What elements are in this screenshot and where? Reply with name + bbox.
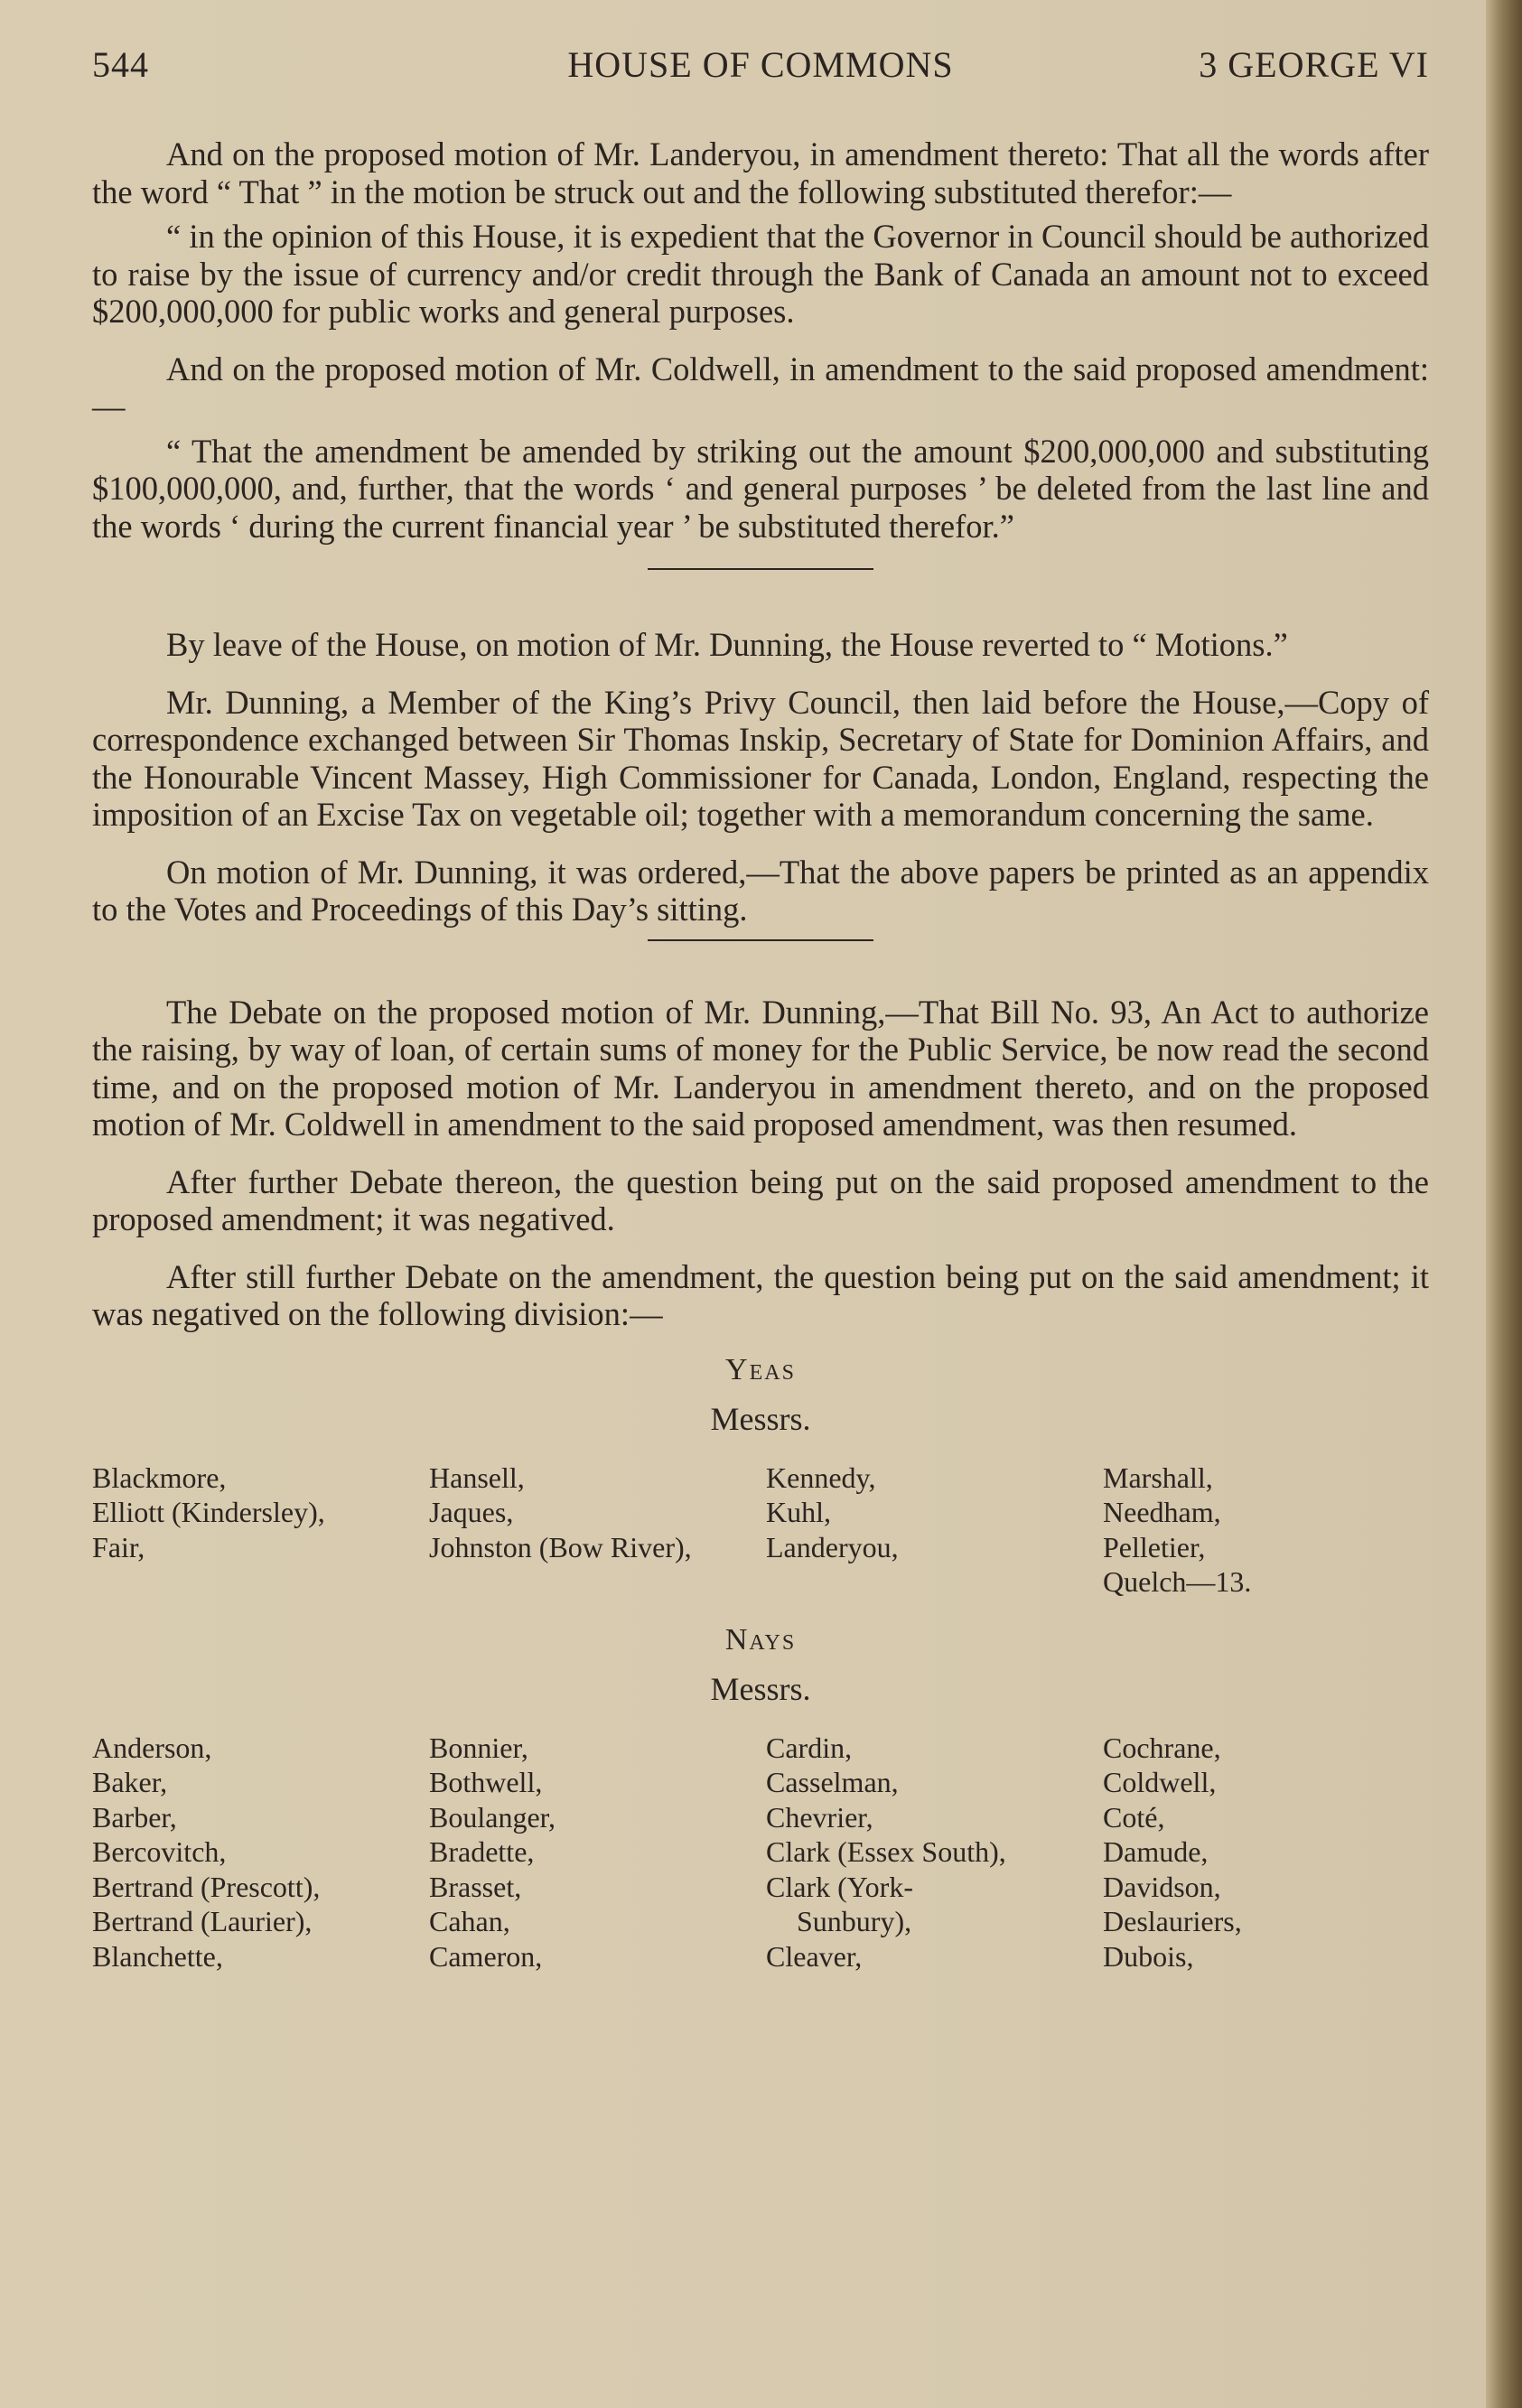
member-name: Clark (Essex South), [766,1835,1006,1868]
nays-column-1 [92,1731,429,1974]
member-name: Johnston (Bow River), [429,1530,692,1563]
member-name: Davidson, [1103,1870,1221,1903]
member-name: Marshall, [1103,1461,1213,1494]
page-body [92,135,1429,1995]
member-name: Hansell, [429,1461,525,1494]
member-name: Damude, [1103,1835,1209,1868]
member-name-continued: Sunbury), [797,1905,912,1937]
paragraph-coldwell-motion: And on the proposed motion of Mr. Coldwell, in amendment to the said proposed amendment:— [92,350,1429,425]
member-name: Kennedy, [766,1461,876,1494]
paragraph-quote-currency: “ in the opinion of this House, it is expedient that the Governor in Council should be authorized to raise by the issue of currency and/or credit through the Bank of Canada an amount not to exceed $200,000,000 for public works and general purposes. [92,218,1429,330]
member-name: Bothwell, [429,1766,543,1798]
page-number: 544 [92,44,149,85]
member-name: Elliott (Kindersley), [92,1496,325,1528]
member-name: Cahan, [429,1905,510,1937]
member-name: Cleaver, [766,1939,863,1973]
member-name: Anderson, [92,1731,212,1764]
yeas-column-3 [766,1461,1103,1600]
member-name: Bradette, [429,1835,535,1868]
nays-names [92,1731,1429,1974]
member-name: Brasset, [429,1870,522,1903]
member-name: Bonnier, [429,1731,528,1764]
member-name: Cardin, [766,1731,853,1764]
member-name: Dubois, [1103,1939,1194,1973]
member-name: Barber, [92,1800,177,1834]
member-name: Blackmore, [92,1461,227,1494]
member-name: Cochrane, [1103,1731,1221,1764]
paragraph-appendix-order: On motion of Mr. Dunning, it was ordered,—That the above papers be printed as an appendix to the Votes and Proceedings of this Day’s sitting. [92,853,1429,928]
member-name: Landeryou, [766,1530,899,1563]
nays-column-4 [1103,1731,1429,1974]
member-name: Needham, [1103,1496,1221,1528]
yeas-heading: Yeas [725,1352,796,1386]
nays-messrs: Messrs. [710,1671,811,1707]
paragraph-division: After still further Debate on the amendment, the question being put on the said amendment; it was negatived on the following division:— [92,1257,1429,1332]
header-title: HOUSE OF COMMONS [567,44,954,85]
paragraph-landeryou-motion: And on the proposed motion of Mr. Landeryou, in amendment thereto: That all the words after the word “ That ” in the motion be struck out and the following substituted therefor:— [92,135,1429,210]
member-name: Blanchette, [92,1939,223,1973]
yeas-column-2 [429,1461,766,1600]
member-name: Jaques, [429,1496,514,1528]
paragraph-debate-resumed: The Debate on the proposed motion of Mr. Dunning,—That Bill No. 93, An Act to authorize the raising, by way of loan, of certain sums of money for the Public Service, be now read the second time, and on the proposed motion of Mr. Landeryou in amendment thereto, and on the proposed motion of Mr. Coldwell in amendment to the said proposed amendment, was then resumed. [92,993,1429,1143]
paragraph-reverted-motions: By leave of the House, on motion of Mr. Dunning, the House reverted to “ Motions.” [166,626,1288,663]
member-name: Cameron, [429,1939,543,1973]
member-name: Bertrand (Prescott), [92,1870,321,1903]
paragraph-quote-amendment: “ That the amendment be amended by striking out the amount $200,000,000 and substituting $100,000,000, and, further, that the words ‘ and general purposes ’ be deleted from the last line and the words ‘ during the current financial year ’ be substituted therefor.” [92,432,1429,545]
book-spine-edge [1486,0,1522,2408]
member-name: Coté, [1103,1800,1165,1834]
member-name: Bercovitch, [92,1835,227,1868]
member-name: Boulanger, [429,1800,556,1834]
yeas-column-4 [1103,1461,1429,1600]
nays-column-3 [766,1731,1103,1974]
yeas-names [92,1461,1429,1600]
nays-heading: Nays [724,1622,797,1657]
paragraph-amendment-negatived: After further Debate thereon, the question being put on the said proposed amendment to the proposed amendment; it was negatived. [92,1162,1429,1237]
yeas-messrs: Messrs. [710,1401,811,1437]
member-name: Chevrier, [766,1800,873,1834]
section-divider [648,568,873,570]
member-name: Fair, [92,1530,145,1563]
page-header [92,43,1429,89]
paragraph-correspondence: Mr. Dunning, a Member of the King’s Privy Council, then laid before the House,—Copy of correspondence exchanged between Sir Thomas Inskip, Secretary of State for Dominion Affairs, and the Honourable Vincent Massey, High Commissioner for Canada, London, England, respecting the imposition of an Excise Tax on vegetable oil; together with a memorandum concerning the same. [92,683,1429,833]
member-name: Clark (York- [766,1870,913,1903]
header-reign: 3 GEORGE VI [1199,44,1429,85]
nays-column-2 [429,1731,766,1974]
member-name: Casselman, [766,1766,899,1798]
member-name: Quelch—13. [1103,1565,1252,1598]
member-name: Baker, [92,1766,168,1798]
member-name: Pelletier, [1103,1530,1206,1563]
member-name: Bertrand (Laurier), [92,1905,313,1937]
member-name: Coldwell, [1103,1766,1217,1798]
member-name: Kuhl, [766,1496,831,1528]
section-divider [648,939,873,941]
member-name: Deslauriers, [1103,1905,1242,1937]
yeas-column-1 [92,1461,429,1600]
